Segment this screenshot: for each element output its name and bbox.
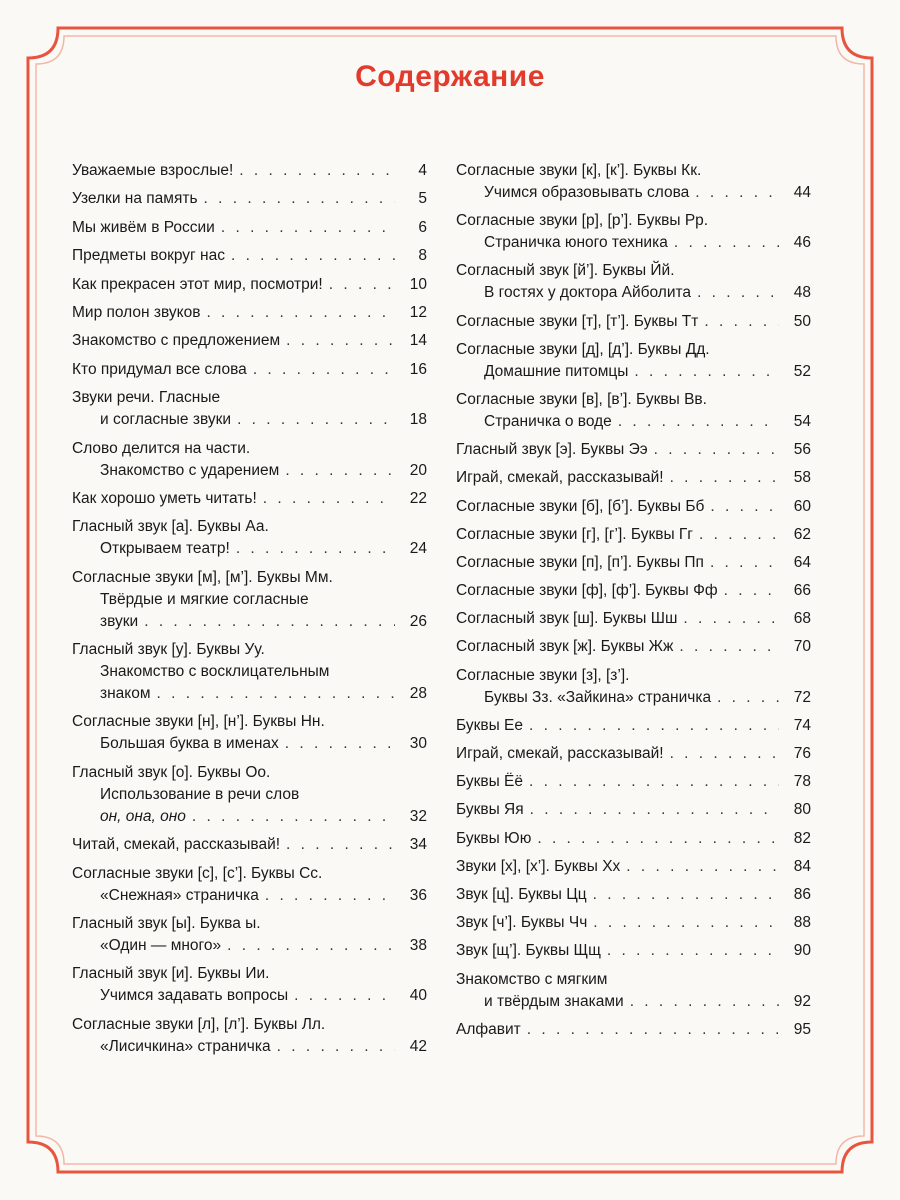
toc-entry-title: Домашние питомцы bbox=[484, 362, 629, 380]
toc-entry-title: и согласные звуки bbox=[100, 411, 232, 429]
toc-page-number: 86 bbox=[793, 885, 811, 903]
toc-page-number: 80 bbox=[793, 801, 811, 819]
toc-page-number: 76 bbox=[793, 745, 811, 762]
toc-entry[interactable] bbox=[456, 608, 811, 630]
toc-entry-title: Мы живём в России bbox=[72, 218, 215, 236]
toc-entry[interactable] bbox=[456, 912, 811, 934]
leader-dots bbox=[144, 611, 395, 633]
toc-entry-title: он, она, оно bbox=[100, 807, 186, 825]
toc-entry-title: Буквы Ёё bbox=[456, 773, 524, 791]
toc-entry[interactable] bbox=[456, 1019, 811, 1041]
toc-entry-title: «Снежная» страничка bbox=[100, 886, 259, 904]
toc-page-number: 4 bbox=[418, 162, 427, 179]
leader-dots bbox=[236, 538, 395, 560]
toc-entry-title: Согласные звуки [ф], [ф’]. Буквы Фф bbox=[456, 582, 718, 600]
leader-dots bbox=[724, 580, 779, 602]
leader-dots bbox=[286, 834, 395, 856]
toc-page-number: 58 bbox=[793, 469, 811, 487]
page-title: Содержание bbox=[355, 60, 545, 93]
toc-page-number: 5 bbox=[418, 190, 427, 208]
leader-dots bbox=[674, 232, 779, 254]
toc-entry-title: Использование в речи слов bbox=[100, 785, 300, 803]
toc-page-number: 14 bbox=[409, 332, 427, 350]
toc-entry-title: Звук [щ’]. Буквы Щщ bbox=[456, 942, 601, 960]
leader-dots bbox=[710, 496, 779, 518]
toc-entry-title: Большая буква в именах bbox=[100, 735, 279, 753]
toc-entry[interactable] bbox=[72, 516, 427, 560]
toc-entry[interactable] bbox=[456, 969, 811, 1013]
toc-entry[interactable] bbox=[456, 884, 811, 906]
leader-dots bbox=[537, 828, 779, 850]
toc-entry-title: Согласные звуки [п], [п’]. Буквы Пп bbox=[456, 553, 704, 571]
toc-entry[interactable] bbox=[72, 863, 427, 907]
toc-entry-title: Знакомство с мягким bbox=[456, 970, 608, 988]
toc-entry-title: Буквы Ее bbox=[456, 716, 524, 734]
toc-entry-title: Согласные звуки [в], [в’]. Буквы Вв. bbox=[456, 390, 707, 408]
toc-entry-title: Согласные звуки [б], [б’]. Буквы Бб bbox=[456, 497, 705, 515]
leader-dots bbox=[529, 715, 779, 737]
toc-entry[interactable] bbox=[456, 828, 811, 850]
leader-dots bbox=[670, 743, 779, 765]
toc-entry[interactable] bbox=[456, 210, 811, 254]
toc-entry-title: Звук [ц]. Буквы Цц bbox=[456, 885, 587, 903]
toc-page-number: 52 bbox=[793, 362, 811, 380]
toc-entry[interactable] bbox=[456, 856, 811, 878]
toc-entry[interactable] bbox=[72, 762, 427, 828]
leader-dots bbox=[253, 359, 395, 381]
toc-entry-title: Гласный звук [и]. Буквы Ии. bbox=[72, 965, 270, 983]
toc-entry-title: звуки bbox=[100, 612, 139, 630]
toc-page-number: 48 bbox=[793, 284, 811, 302]
toc-page-number: 12 bbox=[409, 303, 427, 321]
toc-entry-title: «Один — много» bbox=[100, 937, 222, 955]
leader-dots bbox=[286, 330, 395, 352]
leader-dots bbox=[699, 524, 779, 546]
toc-entry-title: Страничка юного техника bbox=[484, 234, 668, 252]
toc-entry[interactable] bbox=[456, 389, 811, 433]
toc-page-number: 68 bbox=[793, 610, 811, 628]
toc-entry-title: Как хорошо уметь читать! bbox=[72, 489, 257, 507]
toc-entry[interactable] bbox=[72, 160, 427, 182]
leader-dots bbox=[529, 771, 779, 793]
toc-page-number: 28 bbox=[409, 685, 427, 703]
toc-entry[interactable] bbox=[456, 665, 811, 709]
toc-entry-title: Гласный звук [о]. Буквы Оо. bbox=[72, 763, 271, 781]
toc-entry-title: Согласный звук [й’]. Буквы Йй. bbox=[456, 262, 675, 280]
toc-page-number: 34 bbox=[409, 836, 427, 854]
toc-entry-title: Узелки на память bbox=[72, 190, 198, 208]
toc-entry[interactable] bbox=[456, 467, 811, 489]
toc-page-number: 46 bbox=[793, 234, 811, 252]
toc-entry[interactable] bbox=[456, 715, 811, 737]
toc-entry[interactable] bbox=[72, 834, 427, 856]
toc-entry[interactable] bbox=[456, 439, 811, 461]
toc-entry[interactable] bbox=[456, 636, 811, 658]
toc-entry[interactable] bbox=[72, 1014, 427, 1058]
toc-page-number: 82 bbox=[793, 829, 811, 847]
toc-entry[interactable] bbox=[456, 311, 811, 333]
toc-entry-title: Учимся задавать вопросы bbox=[100, 987, 289, 1005]
toc-page-number: 88 bbox=[793, 914, 811, 932]
leader-dots bbox=[670, 467, 779, 489]
toc-entry-title: Буквы Яя bbox=[456, 801, 524, 819]
toc-page-number: 72 bbox=[793, 688, 811, 706]
toc-entry[interactable] bbox=[456, 339, 811, 383]
toc-entry-title: Знакомство с восклицательным bbox=[100, 663, 330, 681]
toc-entry-title: Согласные звуки [з], [з’]. bbox=[456, 666, 630, 684]
toc-entry-title: и твёрдым знаками bbox=[484, 992, 624, 1010]
toc-entry-title: Гласный звук [э]. Буквы Ээ bbox=[456, 441, 648, 459]
toc-entry[interactable] bbox=[72, 330, 427, 352]
toc-entry-title: Уважаемые взрослые! bbox=[72, 162, 234, 179]
toc-entry-title: Играй, смекай, рассказывай! bbox=[456, 469, 664, 487]
toc-entry-title: знаком bbox=[100, 685, 151, 703]
toc-entry-title: Гласный звук [у]. Буквы Уу. bbox=[72, 641, 265, 659]
toc-entry-title: Согласные звуки [г], [г’]. Буквы Гг bbox=[456, 525, 693, 543]
toc-page-number: 54 bbox=[793, 412, 811, 430]
toc-entry-title: Твёрдые и мягкие согласные bbox=[100, 590, 309, 608]
toc-entry[interactable] bbox=[72, 711, 427, 755]
leader-dots bbox=[239, 160, 395, 182]
toc-entry-title: Согласный звук [ж]. Буквы Жж bbox=[456, 638, 674, 656]
leader-dots bbox=[530, 799, 779, 821]
toc-entry-title: Страничка о воде bbox=[484, 412, 612, 430]
leader-dots bbox=[237, 409, 395, 431]
toc-page-number: 44 bbox=[793, 184, 811, 201]
toc-entry[interactable] bbox=[72, 488, 427, 510]
toc-entry-title: Учимся образовывать слова bbox=[484, 184, 690, 201]
toc-right-column bbox=[456, 160, 811, 1047]
leader-dots bbox=[704, 311, 779, 333]
leader-dots bbox=[329, 274, 395, 296]
leader-dots bbox=[630, 991, 779, 1013]
toc-entry-title: Согласные звуки [к], [к’]. Буквы Кк. bbox=[456, 162, 702, 179]
toc-entry[interactable] bbox=[456, 799, 811, 821]
leader-dots bbox=[204, 188, 395, 210]
toc-entry-title: Алфавит bbox=[456, 1020, 521, 1038]
toc-entry-title: Предметы вокруг нас bbox=[72, 247, 225, 265]
toc-entry-title: Кто придумал все слова bbox=[72, 360, 247, 378]
toc-entry-title: Звук [ч’]. Буквы Чч bbox=[456, 914, 588, 932]
leader-dots bbox=[697, 282, 779, 304]
toc-page-number: 32 bbox=[409, 807, 427, 825]
toc-page-number: 42 bbox=[409, 1037, 427, 1055]
toc-page-number: 95 bbox=[793, 1020, 811, 1038]
toc-entry-title: Знакомство с ударением bbox=[100, 461, 280, 479]
toc-entry-title: Согласные звуки [л], [л’]. Буквы Лл. bbox=[72, 1015, 326, 1033]
toc-page-number: 56 bbox=[793, 441, 811, 459]
toc-page-number: 90 bbox=[793, 942, 811, 960]
toc-page-number: 66 bbox=[793, 582, 811, 600]
toc-entry[interactable] bbox=[456, 552, 811, 574]
toc-page-number: 10 bbox=[409, 275, 427, 293]
leader-dots bbox=[683, 608, 779, 630]
toc-entry-title: Играй, смекай, рассказывай! bbox=[456, 745, 664, 762]
toc-entry[interactable] bbox=[72, 188, 427, 210]
toc-entry[interactable] bbox=[72, 639, 427, 705]
toc-page-number: 50 bbox=[793, 312, 811, 330]
toc-entry-title: Звуки [х], [х’]. Буквы Хх bbox=[456, 857, 621, 875]
toc-entry[interactable] bbox=[456, 743, 811, 765]
leader-dots bbox=[618, 411, 779, 433]
toc-entry-title: Читай, смекай, рассказывай! bbox=[72, 836, 281, 854]
leader-dots bbox=[710, 552, 779, 574]
toc-entry-title: Как прекрасен этот мир, посмотри! bbox=[72, 275, 323, 293]
toc-entry[interactable] bbox=[72, 274, 427, 296]
toc-entry-title: Гласный звук [ы]. Буква ы. bbox=[72, 915, 261, 933]
leader-dots bbox=[717, 687, 779, 709]
leader-dots bbox=[634, 361, 779, 383]
toc-page-number: 8 bbox=[418, 247, 427, 265]
leader-dots bbox=[263, 488, 395, 510]
toc-entry[interactable] bbox=[72, 438, 427, 482]
leader-dots bbox=[157, 683, 395, 705]
toc-page-number: 20 bbox=[409, 461, 427, 479]
toc-entry-title: Слово делится на части. bbox=[72, 439, 251, 457]
leader-dots bbox=[231, 245, 395, 267]
toc-page-number: 26 bbox=[409, 612, 427, 630]
leader-dots bbox=[654, 439, 779, 461]
toc-page-number: 16 bbox=[409, 360, 427, 378]
toc-entry-title: Буквы Юю bbox=[456, 829, 532, 847]
toc-entry[interactable] bbox=[72, 245, 427, 267]
leader-dots bbox=[265, 885, 395, 907]
toc-page-number: 92 bbox=[793, 992, 811, 1010]
toc-entry[interactable] bbox=[456, 160, 811, 204]
toc-page-number: 78 bbox=[793, 773, 811, 791]
toc-entry[interactable] bbox=[72, 302, 427, 324]
leader-dots bbox=[593, 884, 779, 906]
toc-entry-title: Согласные звуки [р], [р’]. Буквы Рр. bbox=[456, 212, 709, 230]
leader-dots bbox=[285, 460, 395, 482]
toc-page-number: 40 bbox=[409, 987, 427, 1005]
toc-page-number: 30 bbox=[409, 735, 427, 753]
toc-entry-title: Согласные звуки [н], [н’]. Буквы Нн. bbox=[72, 713, 325, 731]
toc-page-number: 36 bbox=[409, 886, 427, 904]
leader-dots bbox=[626, 856, 779, 878]
toc-entry[interactable] bbox=[72, 963, 427, 1007]
leader-dots bbox=[192, 806, 395, 828]
leader-dots bbox=[695, 182, 779, 204]
toc-page-number: 62 bbox=[793, 525, 811, 543]
toc-entry-title: Согласные звуки [м], [м’]. Буквы Мм. bbox=[72, 568, 333, 586]
toc-entry[interactable] bbox=[72, 359, 427, 381]
toc-entry[interactable] bbox=[72, 217, 427, 239]
toc-page-number: 22 bbox=[409, 489, 427, 507]
leader-dots bbox=[277, 1036, 395, 1058]
toc-entry[interactable] bbox=[456, 580, 811, 602]
toc-entry-title: Знакомство с предложением bbox=[72, 332, 281, 350]
toc-entry-title: Буквы Зз. «Зайкина» страничка bbox=[484, 688, 712, 706]
toc-entry[interactable] bbox=[456, 940, 811, 962]
toc-entry-title: Гласный звук [а]. Буквы Аа. bbox=[72, 518, 269, 536]
toc-page-number: 84 bbox=[793, 857, 811, 875]
leader-dots bbox=[527, 1019, 779, 1041]
leader-dots bbox=[206, 302, 395, 324]
leader-dots bbox=[607, 940, 779, 962]
toc-entry[interactable] bbox=[456, 771, 811, 793]
toc-page-number: 18 bbox=[409, 411, 427, 429]
toc-page-number: 64 bbox=[793, 553, 811, 571]
toc-entry-title: Согласные звуки [с], [с’]. Буквы Сс. bbox=[72, 864, 323, 882]
toc-left-column bbox=[72, 160, 427, 1064]
leader-dots bbox=[221, 217, 395, 239]
toc-page-number: 6 bbox=[418, 218, 427, 236]
toc-entry-title: В гостях у доктора Айболита bbox=[484, 284, 692, 302]
toc-entry-title: «Лисичкина» страничка bbox=[100, 1037, 271, 1055]
toc-entry[interactable] bbox=[456, 260, 811, 304]
leader-dots bbox=[285, 733, 395, 755]
leader-dots bbox=[294, 985, 395, 1007]
toc-entry-title: Согласные звуки [т], [т’]. Буквы Тт bbox=[456, 312, 699, 330]
toc-entry[interactable] bbox=[72, 387, 427, 431]
toc-entry-title: Согласный звук [ш]. Буквы Шш bbox=[456, 610, 678, 628]
toc-entry-title: Открываем театр! bbox=[100, 540, 230, 558]
toc-entry-title: Согласные звуки [д], [д’]. Буквы Дд. bbox=[456, 340, 710, 358]
leader-dots bbox=[679, 636, 779, 658]
toc-page-number: 38 bbox=[409, 937, 427, 955]
toc-entry[interactable] bbox=[72, 913, 427, 957]
toc-entry[interactable] bbox=[72, 567, 427, 633]
toc-page-number: 74 bbox=[793, 716, 811, 734]
leader-dots bbox=[593, 912, 779, 934]
toc-page-number: 70 bbox=[793, 638, 811, 656]
toc-page-number: 24 bbox=[409, 540, 427, 558]
toc-entry-title: Звуки речи. Гласные bbox=[72, 389, 221, 407]
toc-page-number: 60 bbox=[793, 497, 811, 515]
toc-entry-title: Мир полон звуков bbox=[72, 303, 201, 321]
toc-entry[interactable] bbox=[456, 496, 811, 518]
toc-entry[interactable] bbox=[456, 524, 811, 546]
leader-dots bbox=[227, 935, 395, 957]
